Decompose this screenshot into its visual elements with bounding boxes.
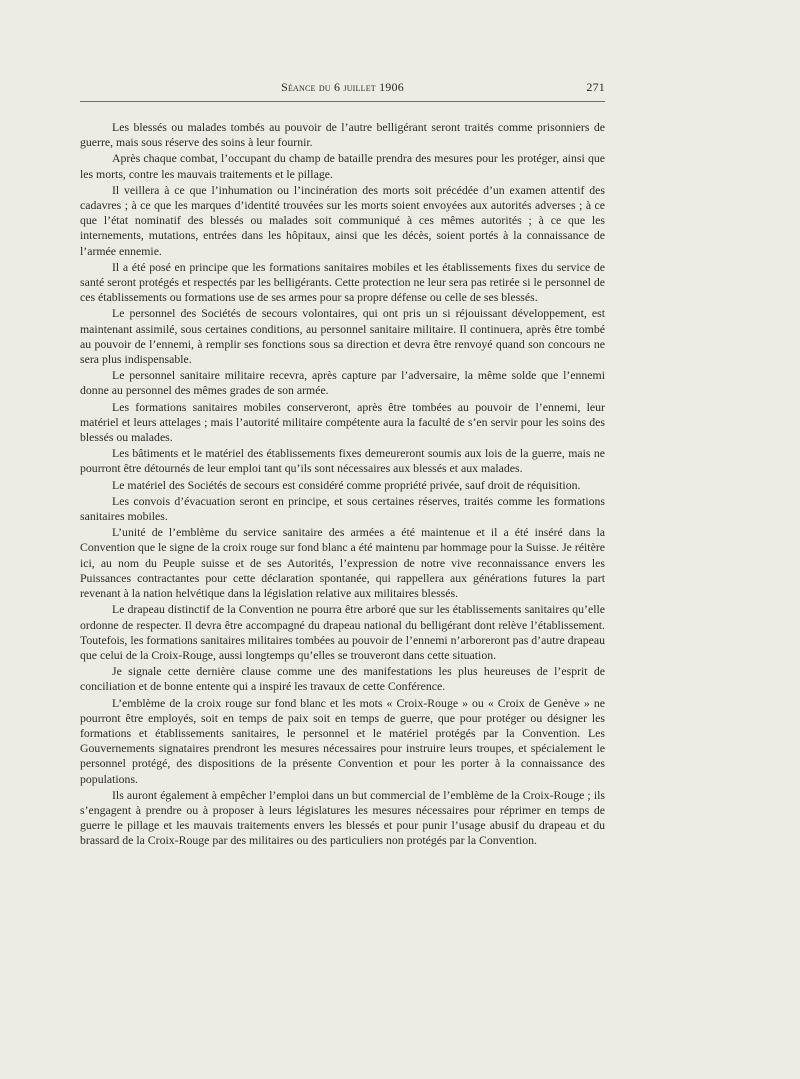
running-title: Séance du 6 juillet 1906 bbox=[281, 80, 404, 94]
header-rule bbox=[80, 101, 605, 102]
paragraph: Ils auront également à empêcher l’emploi dans un but commercial de l’emblème de la Croix-Rouge ; ils s’engagent à prendre ou à proposer à leurs législatures les mesures nécessaires pour réprimer en temps de guerre le pillage et les mauvais traitements envers les blessés et pour punir l’usage abusif du drapeau et du brassard de la Croix-Rouge par des militaires ou des particuliers non protégés par la Convention. bbox=[80, 787, 605, 848]
paragraph: Il a été posé en principe que les formations sanitaires mobiles et les établissements fixes du service de santé seront protégés et respectés par les belligérants. Cette protection ne leur sera pas retirée si le personnel de ces établissements ou formations use de ses armes pour sa propre défense ou celle de ses blessés. bbox=[80, 259, 605, 305]
paragraph: Le matériel des Sociétés de secours est considéré comme propriété privée, sauf droit de réquisition. bbox=[112, 477, 581, 492]
running-header bbox=[80, 80, 605, 100]
paragraph: Les bâtiments et le matériel des établissements fixes demeureront soumis aux lois de la guerre, mais ne pourront être détournés de leur emploi tant qu’ils sont nécessaires aux blessés et aux malades. bbox=[80, 446, 605, 476]
paragraph: Après chaque combat, l’occupant du champ de bataille prendra des mesures pour les protéger, ainsi que les morts, contre les mauvais traitements et le pillage. bbox=[80, 151, 605, 181]
paragraph: Les formations sanitaires mobiles conserveront, après être tombées au pouvoir de l’ennemi, leur matériel et leurs attelages ; mais l’autorité militaire compétente aura la faculté de s’en servir pour les soins des blessés ou malades. bbox=[80, 399, 605, 445]
page-number: 271 bbox=[586, 80, 605, 94]
paragraph: L’unité de l’emblème du service sanitaire des armées a été maintenue et il a été inséré dans la Convention que le signe de la croix rouge sur fond blanc a été maintenu par hommage pour la Suisse. Je réitère ici, au nom du Peuple suisse et de ses Autorités, l’expression de notre vive reconnaissance envers les Puissances contractantes pour cette déclaration spontanée, qui rappellera aux générations futures la part revenant à la nation helvétique dans la législation relative aux militaires blessés. bbox=[80, 525, 605, 601]
paragraph: L’emblème de la croix rouge sur fond blanc et les mots « Croix-Rouge » ou « Croix de Genève » ne pourront être employés, soit en temps de paix soit en temps de guerre, que pour protéger ou désigner les formations et établissements sanitaires, le personnel et le matériel protégés par la Convention. Les Gouvernements signataires prendront les mesures nécessaires pour instruire leurs troupes, et spécialement le personnel protégé, des dispositions de la présente Convention et pour les porter à la connaissance des populations. bbox=[80, 695, 605, 786]
paragraph: Les convois d’évacuation seront en principe, et sous certaines réserves, traités comme les formations sanitaires mobiles. bbox=[80, 493, 605, 524]
paragraph: Je signale cette dernière clause comme une des manifestations les plus heureuses de l’esprit de conciliation et de bonne entente qui a inspiré les travaux de cette Conférence. bbox=[80, 664, 605, 694]
paragraph: Les blessés ou malades tombés au pouvoir de l’autre belligérant seront traités comme prisonniers de guerre, mais sous réserve des soins à leur fournir. bbox=[80, 120, 605, 150]
paragraph: Le personnel sanitaire militaire recevra, après capture par l’adversaire, la même solde que l’ennemi donne au personnel des mêmes grades de son armée. bbox=[80, 368, 605, 398]
paragraph: Le drapeau distinctif de la Convention ne pourra être arboré que sur les établissements sanitaires qu’elle ordonne de respecter. Il devra être accompagné du drapeau national du belligérant dont relève l’établissement. Toutefois, les formations sanitaires militaires tombées au pouvoir de l’ennemi n’arboreront pas d’autre drapeau que celui de la Croix-Rouge, aussi longtemps qu’elles se trouveront dans cette situation. bbox=[80, 602, 605, 662]
body-text bbox=[80, 120, 605, 849]
paragraph: Il veillera à ce que l’inhumation ou l’incinération des morts soit précédée d’un examen attentif des cadavres ; à ce que les marques d’identité trouvées sur les morts soient envoyées aux autorités adverses ; à ce que l’état nominatif des blessés ou malades soit communiqué à ces mêmes autorités ; à ce que les internements, mutations, entrées dans les hôpitaux, ainsi que les décès, soient portés à la connaissance de l’armée ennemie. bbox=[80, 182, 605, 258]
paragraph: Le personnel des Sociétés de secours volontaires, qui ont pris un si réjouissant développement, est maintenant assimilé, sous certaines conditions, au personnel sanitaire militaire. Il continuera, après être tombé au pouvoir de l’ennemi, à remplir ses fonctions sous sa direction et devra être renvoyé quand son concours ne sera plus indispensable. bbox=[80, 306, 605, 367]
